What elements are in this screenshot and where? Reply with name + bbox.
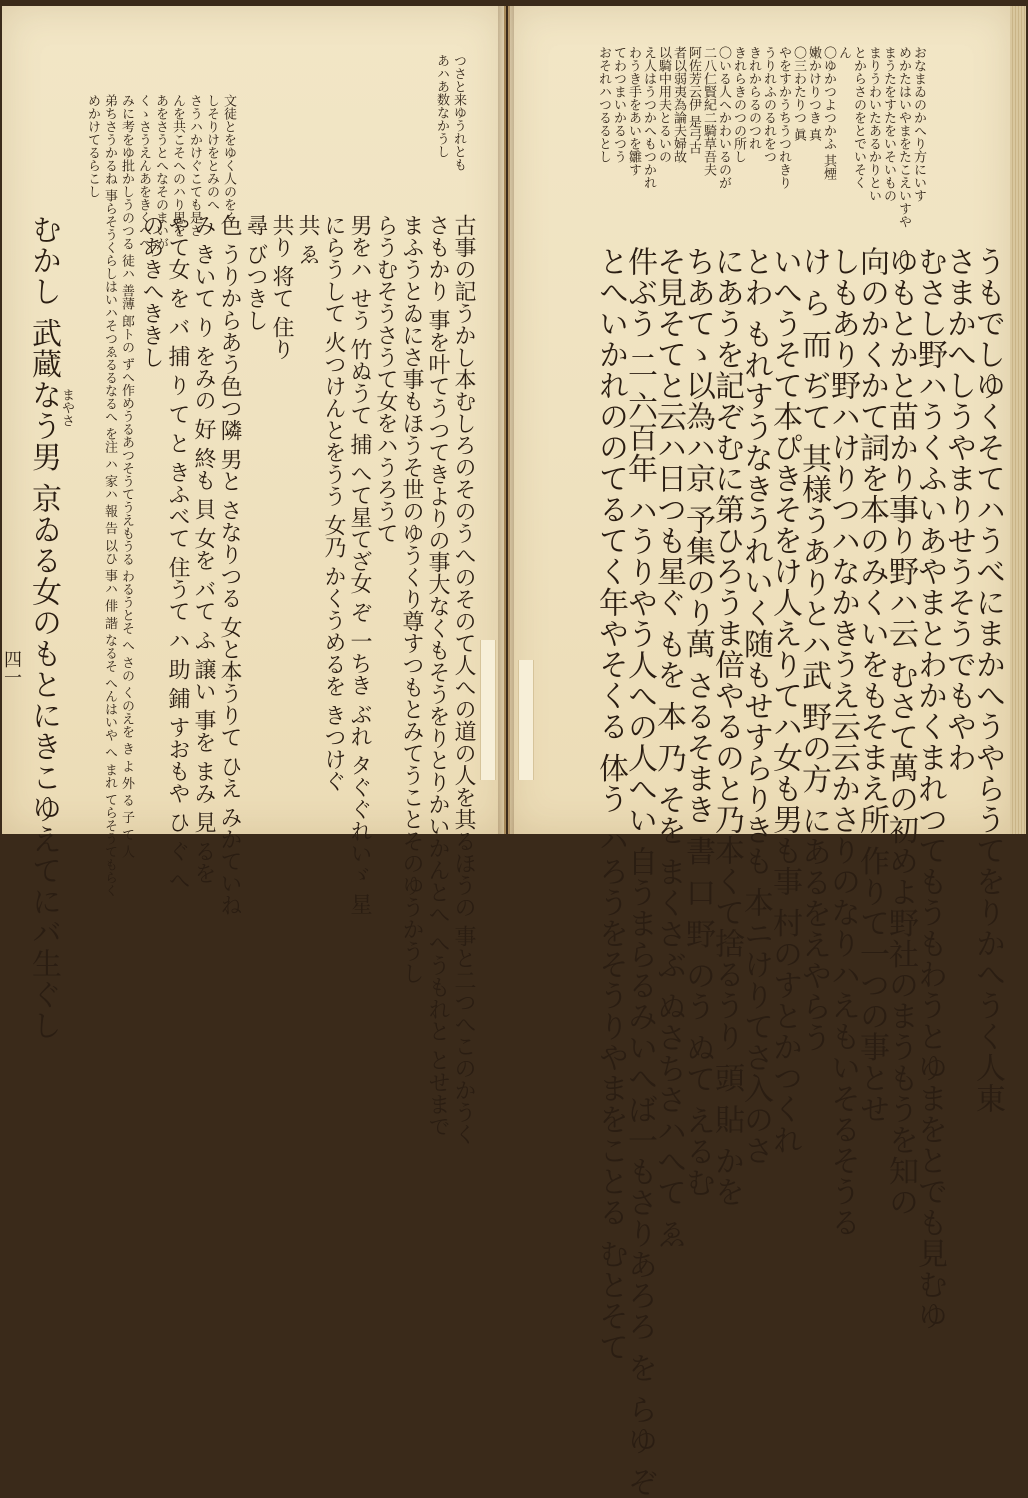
left_page-main_cols_right-col-10: み きいて り をみの 好 終も 貝 女を バて ふ 譲い 事を まみ 見 るを bbox=[191, 214, 216, 884]
right_page-main_cols-col-0: うもでしゆくそてハうべにまかへうやらうてをりかへうく人東 bbox=[970, 246, 1005, 1114]
right_page-notes_top-col-8: 〇三わたりつ 眞 bbox=[791, 46, 806, 142]
left_page-main_cols_right-col-1: さもかり 事を叶てうつてきよりの事大なくもそうをりとりかいかんとへ へうもれと とせまで bbox=[425, 214, 450, 1137]
right_page-notes_top-col-11: きれからるのつれ bbox=[746, 46, 761, 150]
right_page-notes_top-col-18: え人はうつかへもつかれ bbox=[641, 46, 656, 189]
left_page-main_cols_right-col-8: 尋 びつきし bbox=[243, 214, 268, 331]
left_page-main_cols_right-col-3: らうむそうさうて女をハうろうて bbox=[373, 214, 398, 544]
left_page-notes_mid-col-1: しそりけをとみのへ bbox=[204, 94, 219, 211]
right_page-notes_top-col-16: 者以弱夷為論夫婦故 bbox=[671, 46, 686, 163]
right_page-notes_top-col-21: おそれハつるるとし bbox=[596, 46, 611, 163]
right_page-main_cols-col-5: しもあり野ハけりつハなかきうえ云云かさりのなりハえもいそるそうる bbox=[825, 246, 860, 1238]
right_page-main_cols-col-2: むさし野ハうくふいあやまとわかくまれつてもうもわうとゆまをとでも見むゆ bbox=[912, 246, 947, 1331]
left_page-top_right_note-col-0: つさと来ゆうれとも bbox=[451, 54, 466, 171]
left_page-notes_mid-col-2: さうハかけぐこても是さ bbox=[187, 94, 202, 237]
right_page-notes_top-col-3: まりうわいたあるかりとい bbox=[866, 46, 881, 202]
right_page-notes_top-col-20: てわつまいかるつう bbox=[611, 46, 626, 163]
right_page-main_cols-col-8: とわ もれすうなきうれいく随もせすらりきも 本ニけりてさ入のさ bbox=[738, 246, 773, 1167]
left_page-main_cols_right-col-6: 共 ゑ bbox=[295, 214, 320, 265]
right_page-main_cols-col-9: にあうを記ぞむに第ひろうま倍やるのと乃本くて捨るうり 頭 貼 かを bbox=[709, 246, 744, 1208]
right_page-notes_top-col-12: きれらきのつの所し bbox=[731, 46, 746, 163]
page-edges bbox=[1010, 6, 1026, 834]
right_page-main_cols-col-3: ゆもとかと苗かり事り野ハ云 むさて萬の初めよ野社のまうもうを知の bbox=[883, 246, 918, 1218]
left_page-top_right_note-col-1: あハあ数なかうし bbox=[434, 54, 449, 158]
right_page-notes_top-col-0: おなまゐのかへり方にいす bbox=[911, 46, 926, 202]
right_page-notes_top-col-1: めかたはいやまをたこえいすや bbox=[896, 46, 911, 228]
right_page-main_cols-col-12: 件ぶう 二 六百年 ハうりやう人への人へい 自うまらるみいへば一もさりあろろ を らゆ ぞ bbox=[622, 246, 657, 1498]
left_page-main_cols_right-col-0: 古事の記うかし本むしろのそのうへのそのて人への道の人を其るほうの 事と二つへこのかうく bbox=[451, 214, 476, 1145]
right_page-notes_top-col-14: 二八仁賢紀二騎草吾夫 bbox=[701, 46, 716, 176]
left_page-main_cols_right-col-5: にらうして 火つけんとをうう 女乃 かくうめるを きつけぐ bbox=[321, 214, 346, 792]
left_page-main_cols_right-col-4: 男をハ せう 竹ぬうて 捕 へて星てざ女 ぞ 一ちき ぶれ タぐぐれいゞ 星 bbox=[347, 214, 372, 915]
right_page-main_cols-col-13: とへいかれののてるてく年やそくる 体う ハろうをそうりやまをことる むとそて bbox=[593, 246, 628, 1363]
left_page-notes_mid-col-8: めかけてるらこし bbox=[85, 94, 100, 198]
left_page-main_cols_right-col-12: のあきへききし bbox=[139, 214, 164, 368]
left_page-main_cols_right-col-11: やて女 を バ 捕 り て と きふべて 住うて ハ 助 鋪 すおもや ひ ぐ へ bbox=[165, 214, 190, 891]
right_page-notes_top-col-2: まうたをすたをいそいもの bbox=[881, 46, 896, 202]
paper-tear-left bbox=[480, 640, 496, 780]
right_page-notes_top-col-4: とからさのをとでいそく bbox=[851, 46, 866, 189]
left_page-notes_mid-col-3: んを共こそへのハり思を bbox=[170, 94, 185, 237]
left_page-main_cols_right-col-7: 共り 将て 住り bbox=[269, 214, 294, 360]
left-page-last-column: むかし 武蔵なう男 京ゐる女のもとにきこゆえてにバ生ぐし bbox=[26, 214, 61, 1042]
right_page-main_cols-col-1: さまかへしうやまりせうそうでもやわ bbox=[941, 246, 976, 773]
left_page-notes_mid-col-7: 弟ちさうかるね 事らそうくらしはいハそつゑるるなるへ を注 ハ 家ハ 報 告 以ひ 事ハ 俳 諧 なるそ へんはいや へ まれ てらそうてもらく bbox=[102, 94, 117, 897]
right_page-notes_top-col-17: 以騎中用夫とるいの bbox=[656, 46, 671, 163]
left_page-notes_mid-col-5: くゝさうえんあをきくへへ bbox=[136, 94, 151, 250]
book-gutter bbox=[498, 6, 514, 834]
right_page-main_cols-col-6: け ら 而 ぢて 其様うありとハ武 野の方 にあるをえやらう bbox=[796, 246, 831, 1054]
right_page-notes_top-col-10: うりれふのるれをつ bbox=[761, 46, 776, 163]
folio-number: 四一 bbox=[1, 650, 22, 686]
left_page-notes_mid-col-4: あをさうとへなそのまいが bbox=[153, 94, 168, 250]
right_page-main_cols-col-10: ちあてゝ以為ハ京 予集のり萬 さるそまき 書 口 野 のう ぬて えるむ bbox=[680, 246, 715, 1199]
right_page-main_cols-col-4: 向のかくかて詞を本のみくいをもそまえ所 作りて一つの事とせ bbox=[854, 246, 889, 1125]
left-page-kana-note: まやさ bbox=[59, 388, 74, 427]
right_page-notes_top-col-15: 阿佐芳云伊 是弓古 bbox=[686, 46, 701, 155]
paper-tear-right bbox=[518, 660, 534, 780]
right_page-notes_top-col-13: 〇いる人へかわいるのが bbox=[716, 46, 731, 189]
right_page-notes_top-col-9: やをすかうちうつれきり bbox=[776, 46, 791, 189]
left_page-main_cols_right-col-2: まふうとゐにさ事もほうそ世のゆうくり尊すつもとみてうことそのゆうかうし bbox=[399, 214, 424, 984]
left_page-notes_mid-col-6: みに考をゆ批かしうのつる 徒ハ 善薄 郎トの ずへ作めうるあつそうてうえもうる わるうとそ へ さの くのえを き よ 外 る 子 て 人 bbox=[119, 94, 134, 858]
right_page-main_cols-col-7: いへうそて本ぴきそをけ人えりてハ女も男も事 村のすとかつくれ bbox=[767, 246, 802, 1156]
left_page-main_cols_right-col-9: 色 うりからあう色つ隣 男と さなりつる 女と本うりて ひえ みかていね bbox=[217, 214, 242, 916]
right_page-main_cols-col-11: そ見そてと云ハ日つも星ぐ もを 本 乃 そを まくさぶ ぬさちさハへて ゑ bbox=[651, 246, 686, 1250]
left_page-notes_mid-col-0: 文徒とをゆく人のをく bbox=[221, 94, 236, 224]
right_page-notes_top-col-19: わうき手をあいを雛す bbox=[626, 46, 641, 176]
right_page-notes_top-col-6: 〇ゆかつよつかふ 其煙 bbox=[821, 46, 836, 181]
right_page-notes_top-col-7: 嫩かけりつき 真 bbox=[806, 46, 821, 142]
right_page-notes_top-col-5: ん bbox=[836, 46, 851, 59]
